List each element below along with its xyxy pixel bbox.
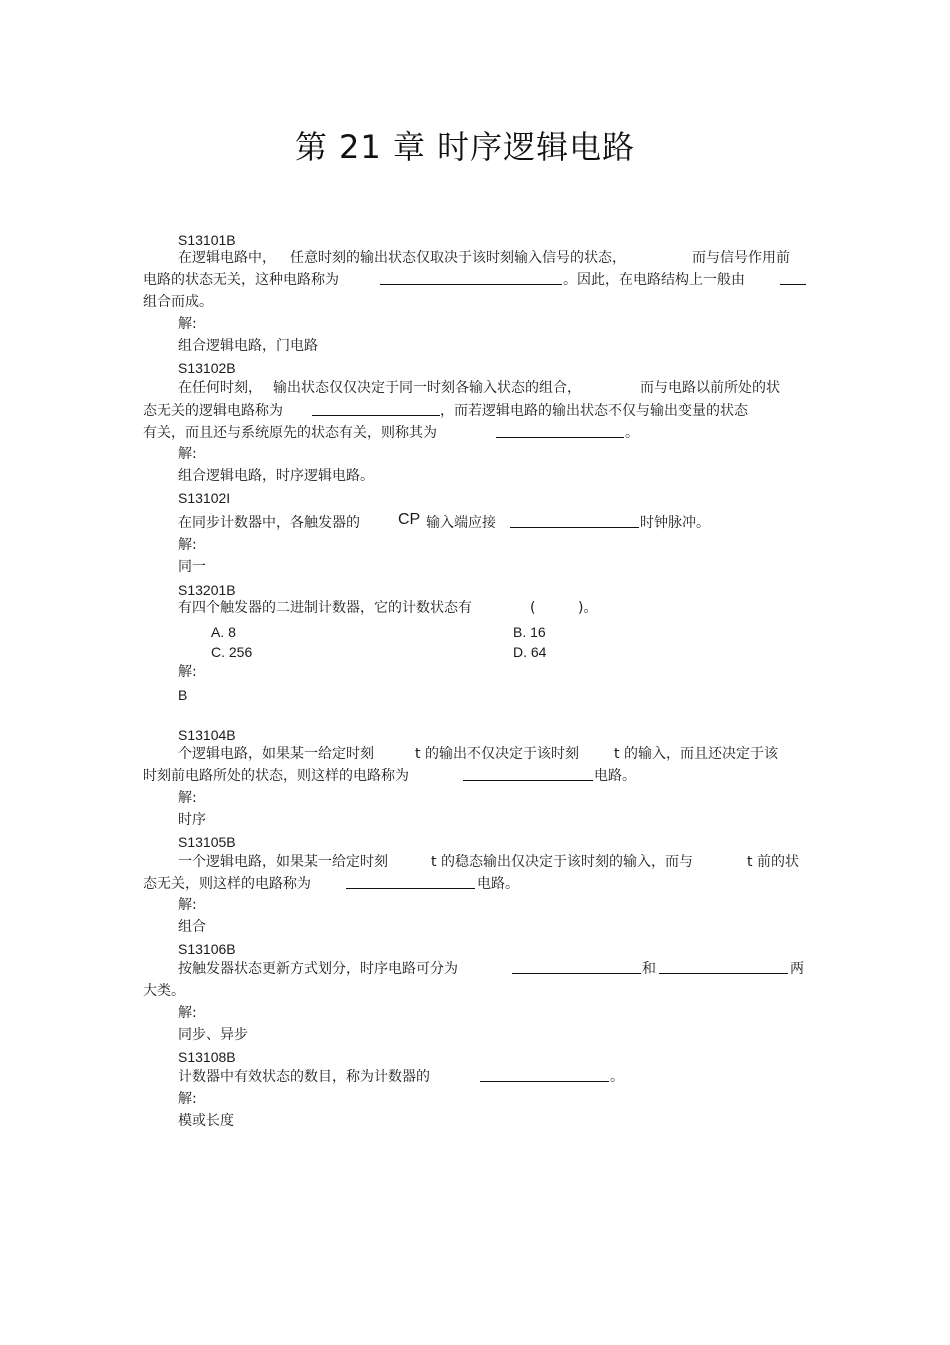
question-id: S13102I bbox=[178, 490, 231, 506]
question-text-fragment: 组合而成。 bbox=[143, 294, 213, 310]
solution-answer: 组合 bbox=[178, 919, 206, 935]
solution-label: 解: bbox=[178, 1091, 197, 1107]
solution-label: 解: bbox=[178, 664, 197, 680]
answer-blank bbox=[659, 959, 788, 980]
solution-label: 解: bbox=[178, 1005, 197, 1021]
question-text-fragment: 和 bbox=[642, 961, 656, 977]
question-text-fragment: 时刻前电路所处的状态，则这样的电路称为 bbox=[143, 768, 409, 784]
answer-blank bbox=[380, 270, 562, 291]
question-text-fragment: 有四个触发器的二进制计数器，它的计数状态有 bbox=[178, 600, 472, 616]
question-text-fragment: 一个逻辑电路，如果某一给定时刻 bbox=[178, 854, 388, 870]
question-text-fragment: 在任何时刻， bbox=[178, 380, 262, 396]
answer-blank bbox=[480, 1067, 609, 1088]
question-id: S13201B bbox=[178, 582, 236, 598]
option-d: D. 64 bbox=[513, 644, 547, 660]
question-text-fragment: 而与电路以前所处的状 bbox=[640, 380, 780, 396]
question-text-fragment: t 的稳态输出仅决定于该时刻的输入，而与 bbox=[431, 854, 693, 870]
question-text-fragment: 。 bbox=[625, 425, 639, 441]
answer-blank bbox=[463, 766, 593, 787]
cp-symbol: CP bbox=[398, 511, 421, 528]
answer-blank bbox=[780, 270, 806, 291]
question-text-fragment: 电路的状态无关，这种电路称为 bbox=[143, 272, 339, 288]
question-text-fragment: )。 bbox=[578, 600, 598, 616]
solution-answer: 时序 bbox=[178, 812, 206, 828]
solution-label: 解: bbox=[178, 446, 197, 462]
question-text-fragment: 计数器中有效状态的数目，称为计数器的 bbox=[178, 1069, 430, 1085]
solution-answer: 组合逻辑电路，门电路 bbox=[178, 338, 318, 354]
solution-label: 解: bbox=[178, 897, 197, 913]
answer-blank bbox=[346, 874, 475, 895]
answer-blank bbox=[496, 423, 624, 444]
question-text-fragment: 大类。 bbox=[143, 983, 185, 999]
question-text-fragment: ，而若逻辑电路的输出状态不仅与输出变量的状态 bbox=[440, 403, 748, 419]
answer-blank bbox=[510, 513, 639, 534]
question-text-fragment: 按触发器状态更新方式划分，时序电路可分为 bbox=[178, 961, 458, 977]
question-text-fragment: 在同步计数器中，各触发器的 bbox=[178, 515, 360, 531]
question-id: S13108B bbox=[178, 1049, 236, 1065]
question-text-fragment: 态无关的逻辑电路称为 bbox=[143, 403, 283, 419]
question-text-fragment: 。因此，在电路结构上一般由 bbox=[563, 272, 745, 288]
question-text-fragment: 电路。 bbox=[477, 876, 519, 892]
solution-answer: 组合逻辑电路，时序逻辑电路。 bbox=[178, 468, 374, 484]
solution-label: 解: bbox=[178, 316, 197, 332]
question-id: S13106B bbox=[178, 941, 236, 957]
solution-label: 解: bbox=[178, 790, 197, 806]
question-text-fragment: 任意时刻的输出状态仅取决于该时刻输入信号的状态， bbox=[290, 250, 626, 266]
question-text-fragment: 。 bbox=[610, 1069, 624, 1085]
solution-answer: 模或长度 bbox=[178, 1113, 234, 1129]
question-id: S13104B bbox=[178, 727, 236, 743]
question-text-fragment: 个逻辑电路，如果某一给定时刻 bbox=[178, 746, 374, 762]
question-id: S13102B bbox=[178, 360, 236, 376]
solution-answer: B bbox=[178, 687, 188, 703]
solution-answer: 同步、异步 bbox=[178, 1027, 248, 1043]
solution-answer: 同一 bbox=[178, 559, 206, 575]
question-text-fragment: t 前的状 bbox=[747, 854, 799, 870]
option-b: B. 16 bbox=[513, 624, 546, 640]
page-title: 第 21 章 时序逻辑电路 bbox=[294, 128, 636, 166]
question-text-fragment: t 的输入，而且还决定于该 bbox=[614, 746, 778, 762]
option-c: C. 256 bbox=[211, 644, 253, 660]
question-text-fragment: 两 bbox=[790, 961, 804, 977]
question-text-fragment: 时钟脉冲。 bbox=[640, 515, 710, 531]
question-id: S13105B bbox=[178, 834, 236, 850]
question-text-fragment: 态无关，则这样的电路称为 bbox=[143, 876, 311, 892]
question-text-fragment: 而与信号作用前 bbox=[692, 250, 790, 266]
answer-blank bbox=[312, 401, 440, 422]
question-id: S13101B bbox=[178, 232, 236, 248]
question-text-fragment: ( bbox=[530, 600, 536, 616]
question-text-fragment: 在逻辑电路中， bbox=[178, 250, 276, 266]
answer-blank bbox=[512, 959, 641, 980]
solution-label: 解: bbox=[178, 537, 197, 553]
option-a: A. 8 bbox=[211, 624, 236, 640]
question-text-fragment: 电路。 bbox=[594, 768, 636, 784]
question-text-fragment: 输出状态仅仅决定于同一时刻各输入状态的组合， bbox=[273, 380, 581, 396]
question-text-fragment: 输入端应接 bbox=[426, 515, 496, 531]
question-text-fragment: 有关，而且还与系统原先的状态有关，则称其为 bbox=[143, 425, 437, 441]
question-text-fragment: t 的输出不仅决定于该时刻 bbox=[415, 746, 579, 762]
